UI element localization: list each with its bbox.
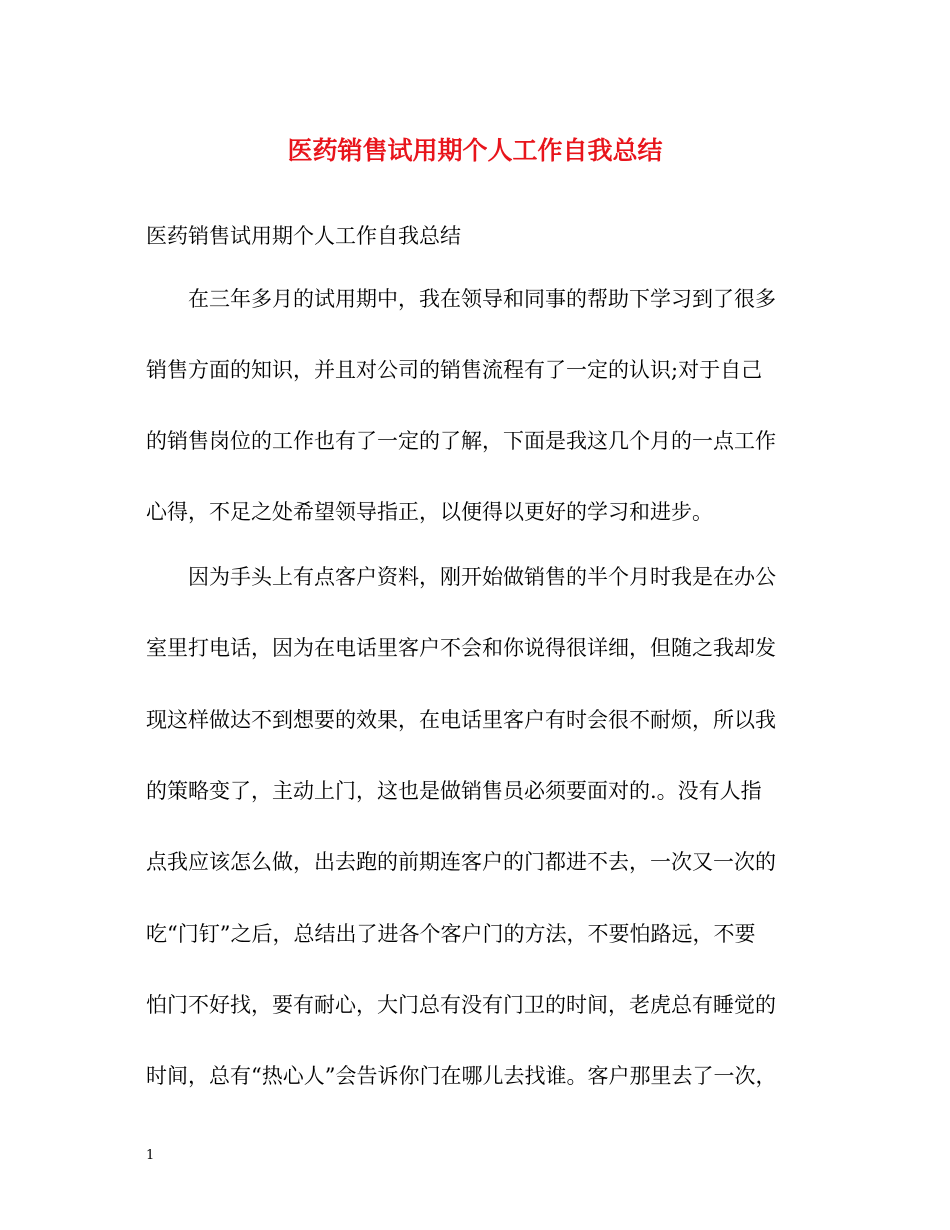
page-number: 1 bbox=[146, 1148, 155, 1163]
paragraph-1-line-1: 在三年多月的试用期中，我在领导和同事的帮助下学习到了很多 bbox=[188, 287, 776, 311]
paragraph-2-line-2: 室里打电话，因为在电话里客户不会和你说得很详细，但随之我却发 bbox=[146, 636, 776, 660]
paragraph-2-line-8: 时间，总有“热心人”会告诉你门在哪儿去找谁。客户那里去了一次， bbox=[146, 1064, 777, 1088]
paragraph-1-line-3: 的销售岗位的工作也有了一定的了解，下面是我这几个月的一点工作 bbox=[146, 429, 776, 453]
paragraph-2-line-3: 现这样做达不到想要的效果，在电话里客户有时会很不耐烦，所以我 bbox=[146, 708, 776, 732]
paragraph-2-line-4: 的策略变了，主动上门，这也是做销售员必须要面对的.。没有人指 bbox=[146, 779, 762, 803]
paragraph-1-line-2: 销售方面的知识，并且对公司的销售流程有了一定的认识;对于自己 bbox=[146, 358, 763, 382]
document-subtitle: 医药销售试用期个人工作自我总结 bbox=[146, 224, 461, 248]
document-title: 医药销售试用期个人工作自我总结 bbox=[287, 136, 663, 165]
paragraph-2-line-7: 怕门不好找，要有耐心，大门总有没有门卫的时间，老虎总有睡觉的 bbox=[146, 993, 776, 1017]
paragraph-2-line-5: 点我应该怎么做，出去跑的前期连客户的门都进不去，一次又一次的 bbox=[146, 850, 776, 874]
paragraph-1-line-4: 心得，不足之处希望领导指正，以便得以更好的学习和进步。 bbox=[146, 500, 713, 524]
paragraph-2-line-6: 吃“门钉”之后，总结出了进各个客户门的方法，不要怕路远，不要 bbox=[146, 922, 756, 946]
paragraph-2-line-1: 因为手头上有点客户资料，刚开始做销售的半个月时我是在办公 bbox=[188, 565, 776, 589]
